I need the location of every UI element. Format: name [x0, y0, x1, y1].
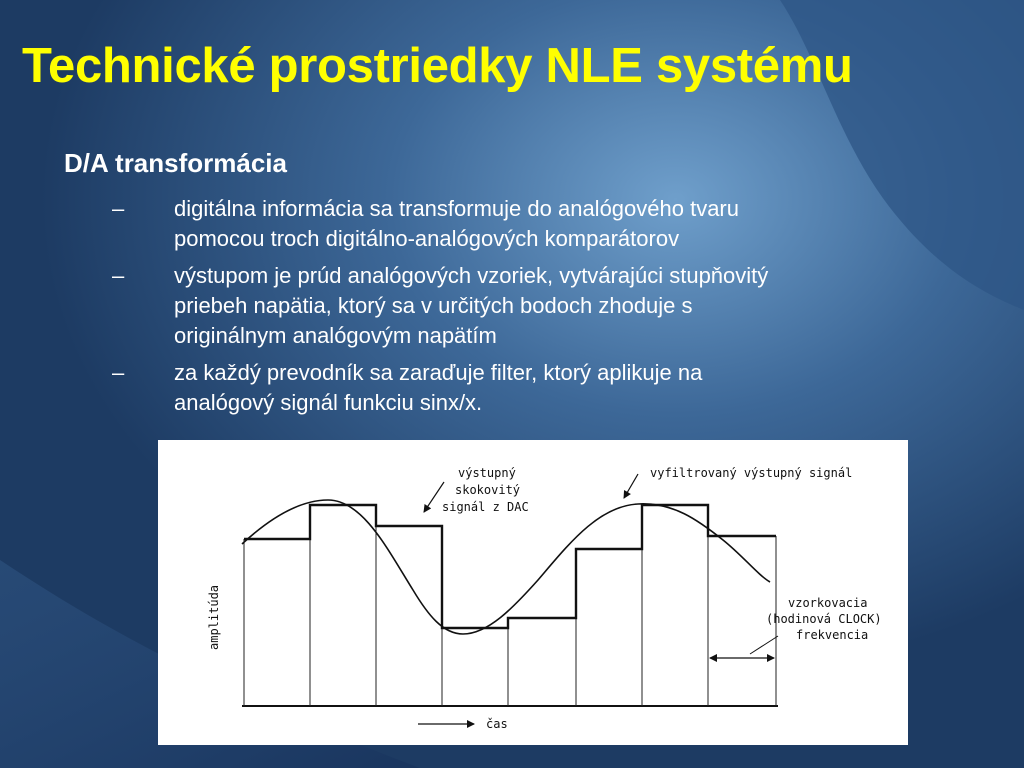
bullet-item — [112, 194, 972, 254]
bullet-line: analógový signál funkciu sinx/x. — [174, 390, 483, 415]
bullet-dash: – — [112, 263, 125, 288]
bullet-line: za každý prevodník sa zaraďuje filter, ktorý aplikuje na — [174, 360, 703, 385]
sampling-pointer — [750, 636, 778, 654]
section-heading: D/A transformácia — [64, 148, 287, 178]
bullet-dash: – — [112, 196, 125, 221]
sampling-label-3: frekvencia — [796, 628, 869, 642]
bullet-line: priebeh napätia, ktorý sa v určitých bodoch zhoduje s — [174, 293, 693, 318]
bullet-item — [112, 358, 972, 418]
y-axis-label: amplitúda — [207, 584, 221, 650]
step-signal-label-2: skokovitý — [455, 483, 521, 497]
bullet-item — [112, 261, 972, 351]
filtered-signal-pointer — [624, 474, 638, 498]
bullet-line: pomocou troch digitálno-analógových komparátorov — [174, 226, 680, 251]
bullet-line: výstupom je prúd analógových vzoriek, vytvárajúci stupňovitý — [174, 263, 769, 288]
filtered-signal-label: vyfiltrovaný výstupný signál — [650, 466, 853, 480]
slide-title: Technické prostriedky NLE systému — [22, 39, 853, 93]
dac-diagram — [158, 440, 908, 745]
step-signal-label-1: výstupný — [458, 466, 516, 480]
sampling-label-2: (hodinová CLOCK) — [766, 612, 882, 626]
step-signal-label-3: signál z DAC — [442, 500, 529, 514]
bullet-list — [112, 194, 972, 425]
bullet-line: digitálna informácia sa transformuje do analógového tvaru — [174, 196, 739, 221]
filtered-signal-curve — [242, 500, 770, 634]
step-signal-pointer — [424, 482, 444, 512]
bullet-dash: – — [112, 360, 125, 385]
x-axis-label: čas — [486, 717, 508, 731]
sampling-label-1: vzorkovacia — [788, 596, 868, 610]
bullet-line: originálnym analógovým napätím — [174, 323, 497, 348]
sample-lines — [244, 505, 776, 706]
dac-diagram-svg — [158, 440, 908, 745]
